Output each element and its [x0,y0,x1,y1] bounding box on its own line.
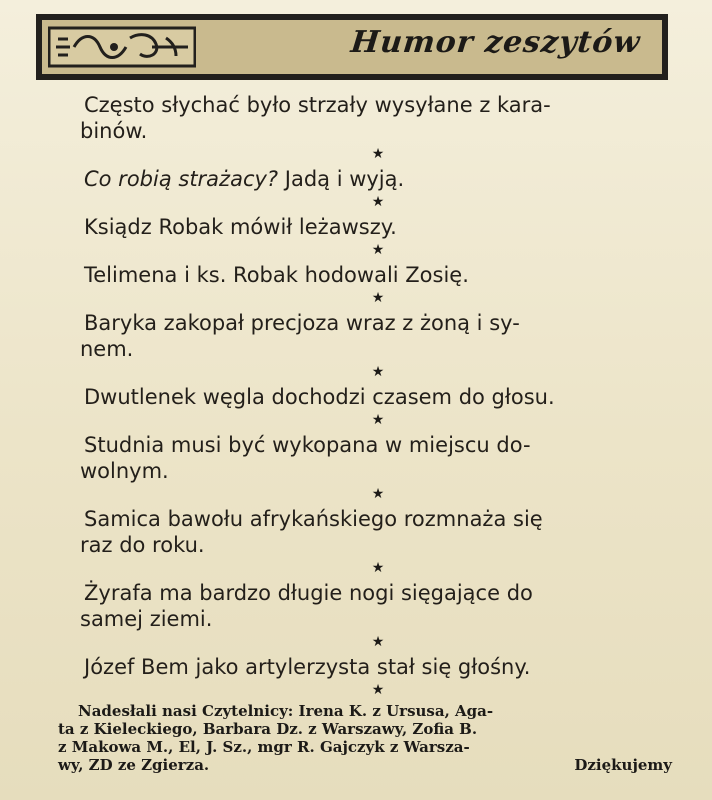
joke-line: wolnym. [80,459,169,483]
credits-line: z Makowa M., El, J. Sz., mgr R. Gajczyk z Warsza- [58,738,470,756]
joke-line: Żyrafa ma bardzo długie nogi sięgające do [84,581,533,605]
ornament-icon [48,26,196,68]
joke-line: binów. [80,119,148,143]
joke-line: Często słychać było strzały wysyłane z kara- [84,93,551,117]
star-separator: ★ [371,682,385,698]
thanks-text: Dziękujemy [574,756,672,774]
joke-line: Ksiądz Robak mówił leżawszy. [84,215,397,239]
joke-answer: Jadą i wyją. [278,167,405,191]
joke-item [84,214,672,240]
star-separator: ★ [371,146,385,162]
joke-line: nem. [80,337,134,361]
joke-question: Co robią strażacy? [84,167,279,191]
joke-line: Baryka zakopał precjoza wraz z żoną i sy- [84,311,520,335]
joke-item [84,384,672,410]
joke-item [80,432,672,484]
joke-item [80,92,672,144]
star-separator: ★ [371,242,385,258]
star-separator: ★ [371,560,385,576]
credits-line: Nadesłali nasi Czytelnicy: Irena K. z Ursusa, Aga- [78,702,494,720]
star-separator: ★ [371,412,385,428]
column-title: Humor zeszytów [348,25,642,60]
star-separator: ★ [371,634,385,650]
joke-line: Samica bawołu afrykańskiego rozmnaża się [84,507,543,531]
header-panel [42,20,662,74]
joke-line: Dwutlenek węgla dochodzi czasem do głosu. [84,385,555,409]
joke-line: raz do roku. [80,533,205,557]
joke-line: Studnia musi być wykopana w miejscu do- [84,433,531,457]
credits-paragraph [58,702,672,774]
joke-item [84,654,672,680]
column-header [36,14,668,80]
joke-item [80,310,672,362]
joke-item [84,166,672,192]
credits-line: ta z Kieleckiego, Barbara Dz. z Warszawy, Zofia B. [58,720,478,738]
joke-item [80,580,672,632]
star-separator: ★ [371,486,385,502]
jokes-list [80,92,672,702]
joke-line: samej ziemi. [80,607,213,631]
joke-line: Józef Bem jako artylerzysta stał się głośny. [84,655,531,679]
joke-item [84,262,672,288]
star-separator: ★ [371,290,385,306]
joke-line: Telimena i ks. Robak hodowali Zosię. [84,263,469,287]
joke-item [80,506,672,558]
star-separator: ★ [371,364,385,380]
credits-line: wy, ZD ze Zgierza. [58,756,210,774]
star-separator: ★ [371,194,385,210]
